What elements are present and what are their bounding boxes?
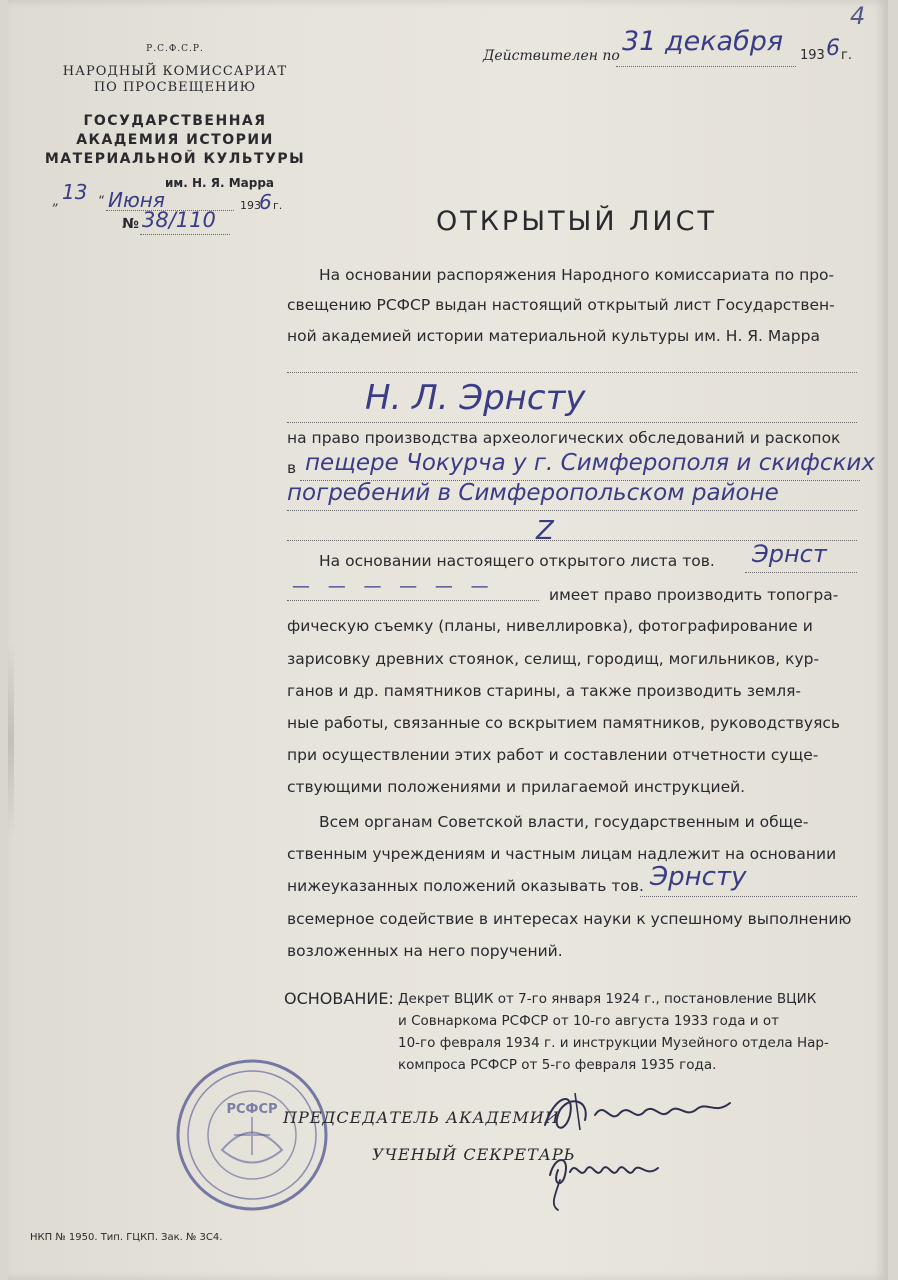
para3-line-4: всемерное содействие в интересах науки к успешному выполнению <box>287 910 852 928</box>
printer-footer: НКП № 1950. Тип. ГЦКП. Зак. № 3С4. <box>30 1232 223 1243</box>
place-mark: Z <box>536 516 554 546</box>
para3-line-3: нижеуказанных положений оказывать тов. <box>287 877 644 895</box>
header-date-year-hand: 6 <box>259 190 272 214</box>
header-date-quote-open: „ <box>52 194 59 209</box>
para2-line-5: ганов и др. памятников старины, а также производить земля- <box>287 682 802 700</box>
para2-line-4: зарисовку древних стоянок, селищ, городищ, могильников, кур- <box>287 650 820 668</box>
header-date-day: 13 <box>62 180 88 204</box>
header-date-quote-close: “ <box>98 194 105 209</box>
para2-name-dotline <box>745 572 857 573</box>
para2-dashes: — — — — — — <box>292 576 495 597</box>
valid-year-hand: 6 <box>826 36 840 61</box>
header-academy-3: МАТЕРИАЛЬНОЙ КУЛЬТУРЫ <box>44 151 306 167</box>
para2-line-3: фическую съемку (планы, нивеллировка), фотографирование и <box>287 617 813 635</box>
official-stamp <box>172 1055 332 1215</box>
header-date-suffix: г. <box>273 199 283 212</box>
place-line-1: пещере Чокурча у г. Симферополя и скифских <box>305 450 875 476</box>
header-number-underline <box>140 234 230 235</box>
recipient-dotline-top <box>287 372 857 373</box>
header-academy-4: им. Н. Я. Марра <box>165 176 275 190</box>
basis-line-3: 10-го февраля 1934 г. и инструкции Музейного отдела Нар- <box>398 1035 829 1051</box>
stamp-text: РСФСР <box>226 1102 278 1117</box>
valid-underline <box>616 66 796 67</box>
recipient-name: Н. Л. Эрнсту <box>365 378 586 418</box>
header-date-month: Июня <box>108 188 165 212</box>
header-academy-1: ГОСУДАРСТВЕННАЯ <box>83 113 267 129</box>
basis-label: ОСНОВАНИЕ: <box>284 989 394 1008</box>
secretary-label: УЧЕНЫЙ СЕКРЕТАРЬ <box>372 1145 576 1164</box>
para3-line-1: Всем органам Советской власти, государственным и обще- <box>319 813 809 831</box>
recipient-dotline <box>287 422 857 423</box>
place-prefix: в <box>287 459 297 477</box>
basis-line-4: компроса РСФСР от 5-го февраля 1935 года. <box>398 1057 717 1073</box>
paper-fold <box>8 640 14 840</box>
para2-line-6: ные работы, связанные со вскрытием памятников, руководствуясь <box>287 714 841 732</box>
chairman-signature <box>535 1085 745 1145</box>
header-rsfsr: Р.С.Ф.С.Р. <box>146 44 204 54</box>
intro-line-2: свещению РСФСР выдан настоящий открытый лист Государствен- <box>287 296 835 314</box>
header-date-year-print: 193 <box>240 199 261 212</box>
page-number: 4 <box>850 2 866 30</box>
place-line-2: погребений в Симферопольском районе <box>287 480 779 506</box>
para2-dashes-dotline <box>287 600 539 601</box>
header-academy-2: АКАДЕМИЯ ИСТОРИИ <box>76 132 274 148</box>
basis-line-2: и Совнаркома РСФСР от 10-го августа 1933 года и от <box>398 1013 779 1029</box>
right-line: на право производства археологических обследований и раскопок <box>287 429 841 447</box>
secretary-signature <box>540 1140 680 1215</box>
valid-label: Действителен по <box>483 48 620 64</box>
header-commissariat-2: ПО ПРОСВЕЩЕНИЮ <box>93 80 257 95</box>
basis-line-1: Декрет ВЦИК от 7-го января 1924 г., постановление ВЦИК <box>398 991 817 1007</box>
header-commissariat-1: НАРОДНЫЙ КОМИССАРИАТ <box>62 64 288 79</box>
valid-suffix: г. <box>841 48 852 63</box>
document-title: ОТКРЫТЫЙ ЛИСТ <box>436 206 717 237</box>
para2-start: На основании настоящего открытого листа тов. <box>319 552 715 570</box>
para2-line-8: ствующими положениями и прилагаемой инструкцией. <box>287 778 746 796</box>
para3-line-5: возложенных на него поручений. <box>287 942 563 960</box>
header-number-value: 38/110 <box>142 208 216 232</box>
header-number-label: № <box>122 216 139 232</box>
chairman-label: ПРЕДСЕДАТЕЛЬ АКАДЕМИИ <box>283 1108 560 1127</box>
valid-year-print: 193 <box>800 48 825 63</box>
intro-line-3: ной академией истории материальной культуры им. Н. Я. Марра <box>287 327 820 345</box>
valid-date-hand: 31 декабря <box>622 26 784 57</box>
para2-name: Эрнст <box>752 540 827 568</box>
para3-name-dotline <box>640 896 857 897</box>
para2-line-2: имеет право производить топогра- <box>549 586 839 604</box>
intro-line-1: На основании распоряжения Народного комиссариата по про- <box>319 266 835 284</box>
place-dotline-2 <box>287 510 857 511</box>
para3-name: Эрнсту <box>650 862 747 892</box>
para3-line-2: ственным учреждениям и частным лицам надлежит на основании <box>287 845 837 863</box>
para2-line-7: при осуществлении этих работ и составлении отчетности суще- <box>287 746 819 764</box>
